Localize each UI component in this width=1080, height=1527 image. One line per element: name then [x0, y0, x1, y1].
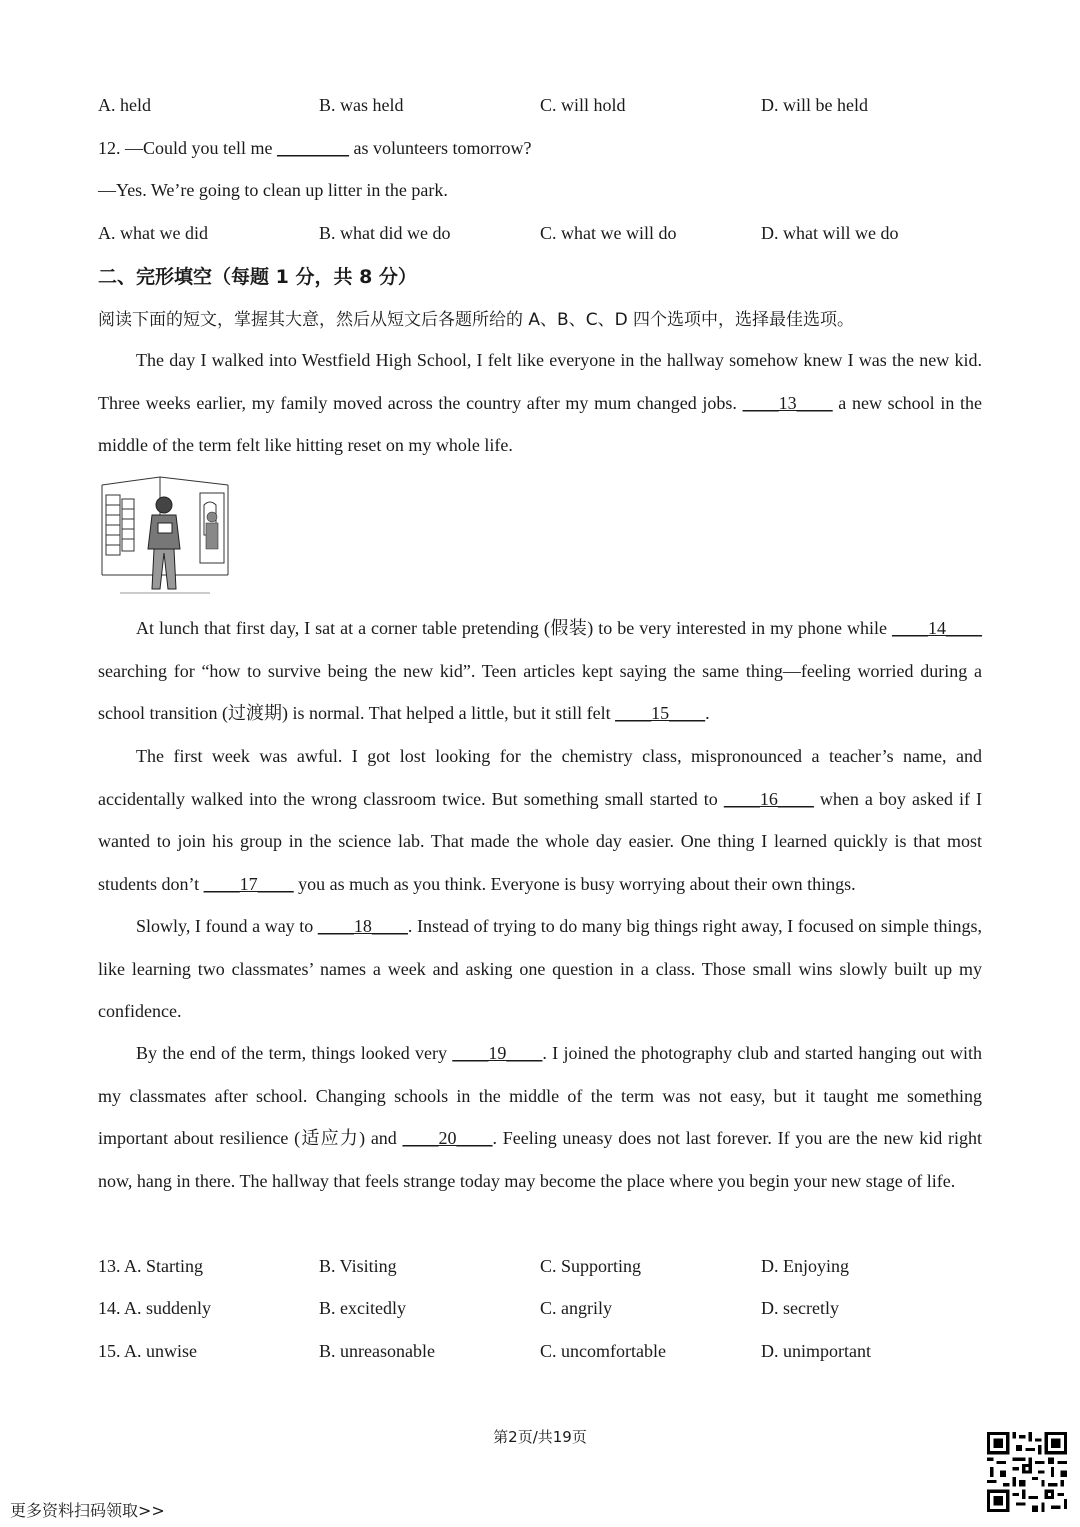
q15-option-b: B. unreasonable — [319, 1341, 435, 1361]
p2-text-2: searching for “how to survive being the new kid”. Teen articles kept saying the same thing—feeling worried during a school transition (过渡期) is normal. That helped a little, but it still felt — [98, 660, 982, 723]
blank-16: ____16____ — [723, 788, 814, 809]
blank-14: ____14____ — [892, 618, 982, 638]
q15-option-a: 15. A. unwise — [98, 1341, 197, 1361]
blank-13: ____13____ — [742, 392, 833, 413]
q14-options — [98, 1298, 988, 1324]
q12-option-b: B. what did we do — [319, 223, 451, 243]
section-instruction: 阅读下面的短文，掌握其大意，然后从短文后各题所给的 A、B、C、D 四个选项中，选择最佳选项。 — [98, 310, 855, 330]
q13-option-c: C. Supporting — [540, 1256, 642, 1276]
q12-blank: ________ — [277, 138, 349, 158]
q12-option-a: A. what we did — [98, 223, 208, 243]
q11-option-d: D. will be held — [761, 95, 868, 115]
q14-option-c: C. angrily — [540, 1298, 612, 1318]
p5-text-1: By the end of the term, things looked very — [136, 1043, 453, 1063]
p1-text-2: a new school in the middle of the term felt like hitting reset on my whole life. — [98, 392, 982, 455]
q13-option-b: B. Visiting — [319, 1256, 397, 1276]
hallway-boy-illustration — [100, 475, 230, 600]
q13-option-d: D. Enjoying — [761, 1256, 849, 1276]
blank-20: ____20____ — [402, 1128, 493, 1148]
q12-reply: —Yes. We’re going to clean up litter in the park. — [98, 180, 448, 200]
p5-text-2: . I joined the photography club and started hanging out with my classmates after school. Changing schools in the middle of the term was not easy, but it taught me something important about resilience (适应力) and — [98, 1043, 983, 1148]
q12-option-c: C. what we will do — [540, 223, 677, 243]
passage-paragraph-2 — [98, 607, 982, 735]
q15-option-c: C. uncomfortable — [540, 1341, 666, 1361]
q12-stem-before: 12. —Could you tell me — [98, 138, 277, 158]
q11-option-b: B. was held — [319, 95, 404, 115]
blank-15: ____15____ — [615, 703, 706, 723]
p5-text-3: . Feeling uneasy does not last forever. If you are the new kid right now, hang in there. The hallway that feels strange today may become the place where you begin your new stage of life. — [98, 1128, 982, 1191]
p3-text-3: you as much as you think. Everyone is busy worrying about their own things. — [293, 873, 856, 894]
passage-paragraph-1 — [98, 339, 982, 467]
more-resources-link[interactable]: 更多资料扫码领取>> — [10, 1501, 165, 1520]
q13-options — [98, 1256, 988, 1282]
q11-option-c: C. will hold — [540, 95, 626, 115]
q14-option-b: B. excitedly — [319, 1298, 406, 1318]
blank-18: ____18____ — [317, 916, 408, 936]
p4-text-2: . Instead of trying to do many big things right away, I focused on simple things, like learning two classmates’ names a week and asking one question in a class. Those small wins slowly built up my confidence. — [98, 916, 983, 1021]
page-number: 第2页/共19页 — [493, 1428, 587, 1446]
blank-19: ____19____ — [452, 1043, 543, 1063]
q15-options — [98, 1341, 988, 1367]
p1-text-1: The day I walked into Westfield High School, I felt like everyone in the hallway somehow knew I was the new kid. Three weeks earlier, my family moved across the country after my mum changed jobs. — [98, 350, 982, 413]
p3-text-1: The first week was awful. I got lost looking for the chemistry class, mispronounced a teacher’s name, and accidentally walked into the wrong classroom twice. But something small started to — [98, 746, 982, 809]
q12-options — [98, 223, 988, 249]
qr-code-icon[interactable] — [987, 1432, 1067, 1512]
q14-option-d: D. secretly — [761, 1298, 839, 1318]
p2-text-1: At lunch that first day, I sat at a corner table pretending (假装) to be very interested in my phone while — [136, 618, 892, 638]
q12-stem — [98, 138, 531, 159]
p4-text-1: Slowly, I found a way to — [136, 916, 318, 936]
q12-stem-after: as volunteers tomorrow? — [349, 138, 532, 158]
q14-option-a: 14. A. suddenly — [98, 1298, 212, 1318]
blank-17: ____17____ — [203, 873, 294, 894]
q13-option-a: 13. A. Starting — [98, 1256, 204, 1276]
section-title: 二、完形填空（每题 1 分，共 8 分） — [98, 266, 417, 288]
passage-paragraph-4 — [98, 905, 982, 1033]
q12-option-d: D. what will we do — [761, 223, 899, 243]
passage-paragraph-3 — [98, 735, 982, 905]
p3-text-2: when a boy asked if I wanted to join his group in the science lab. That made the whole day easier. One thing I learned quickly is that most students don’t — [98, 788, 983, 894]
q11-options — [98, 95, 988, 121]
p2-text-3: . — [705, 703, 710, 723]
q15-option-d: D. unimportant — [761, 1341, 871, 1361]
q11-option-a: A. held — [98, 95, 151, 115]
passage-paragraph-5 — [98, 1032, 982, 1202]
